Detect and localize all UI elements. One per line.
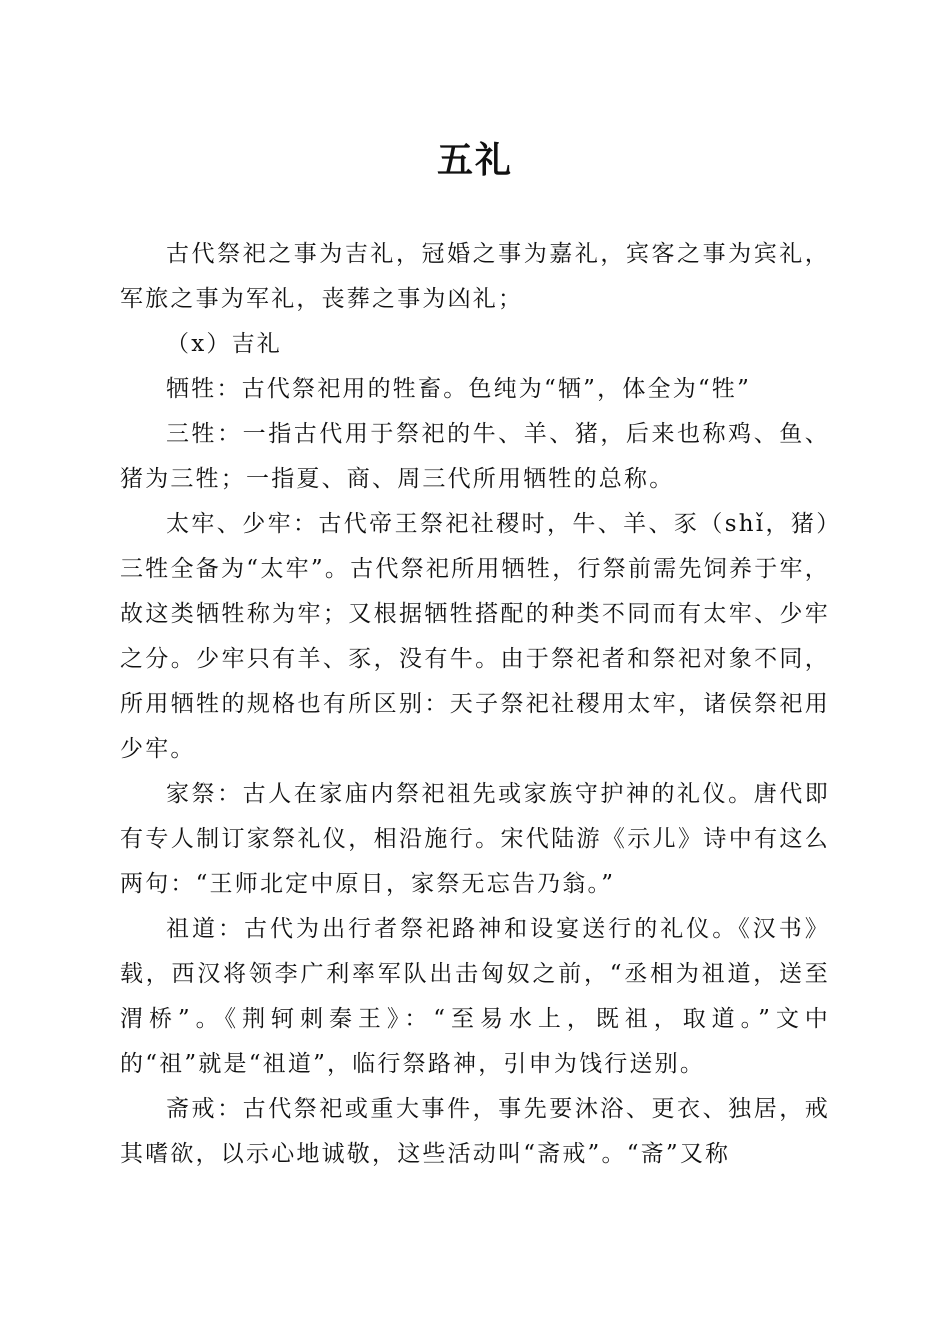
paragraph-zhaijie: 斋戒：古代祭祀或重大事件，事先要沐浴、更衣、独居，戒其嗜欲，以示心地诚敬，这些活动叫“斋戒”。“斋”又称 (120, 1096, 830, 1167)
paragraph-sansheng: 三牲：一指古代用于祭祀的牛、羊、猪，后来也称鸡、鱼、猪为三牲；一指夏、商、周三代所用牺牲的总称。 (120, 421, 830, 492)
paragraph-xisheng: 牺牲：古代祭祀用的牲畜。色纯为“牺”，体全为“牲” (166, 376, 752, 402)
paragraph-zudao: 祖道：古代为出行者祭祀路神和设宴送行的礼仪。《汉书》载，西汉将领李广利率军队出击匈奴之前，“丞相为祖道，送至渭桥”。《荆轲刺秦王》：“至易水上，既祖，取道。”文中的“祖”就是“祖道”，临行祭路神，引申为饯行送别。 (120, 916, 830, 1077)
section-heading-jili: （x）吉礼 (166, 331, 282, 357)
paragraph-jiaji: 家祭：古人在家庙内祭祀祖先或家族守护神的礼仪。唐代即有专人制订家祭礼仪，相沿施行。宋代陆游《示儿》诗中有这么两句：“王师北定中原日，家祭无忘告乃翁。” (120, 781, 830, 897)
document-title: 五礼 (436, 139, 513, 181)
paragraph-tailao-shaolao: 太牢、少牢：古代帝王祭祀社稷时，牛、羊、豕（shǐ，猪）三牲全备为“太牢”。古代祭祀所用牺牲，行祭前需先饲养于牢，故这类牺牲称为牢；又根据牺牲搭配的种类不同而有太牢、少牢之分。少牢只有羊、豕，没有牛。由于祭祀者和祭祀对象不同，所用牺牲的规格也有所区别：天子祭祀社稷用太牢，诸侯祭祀用少牢。 (120, 511, 830, 762)
paragraph-intro: 古代祭祀之事为吉礼，冠婚之事为嘉礼，宾客之事为宾礼，军旅之事为军礼，丧葬之事为凶礼； (120, 241, 830, 312)
document-body (120, 232, 830, 1177)
